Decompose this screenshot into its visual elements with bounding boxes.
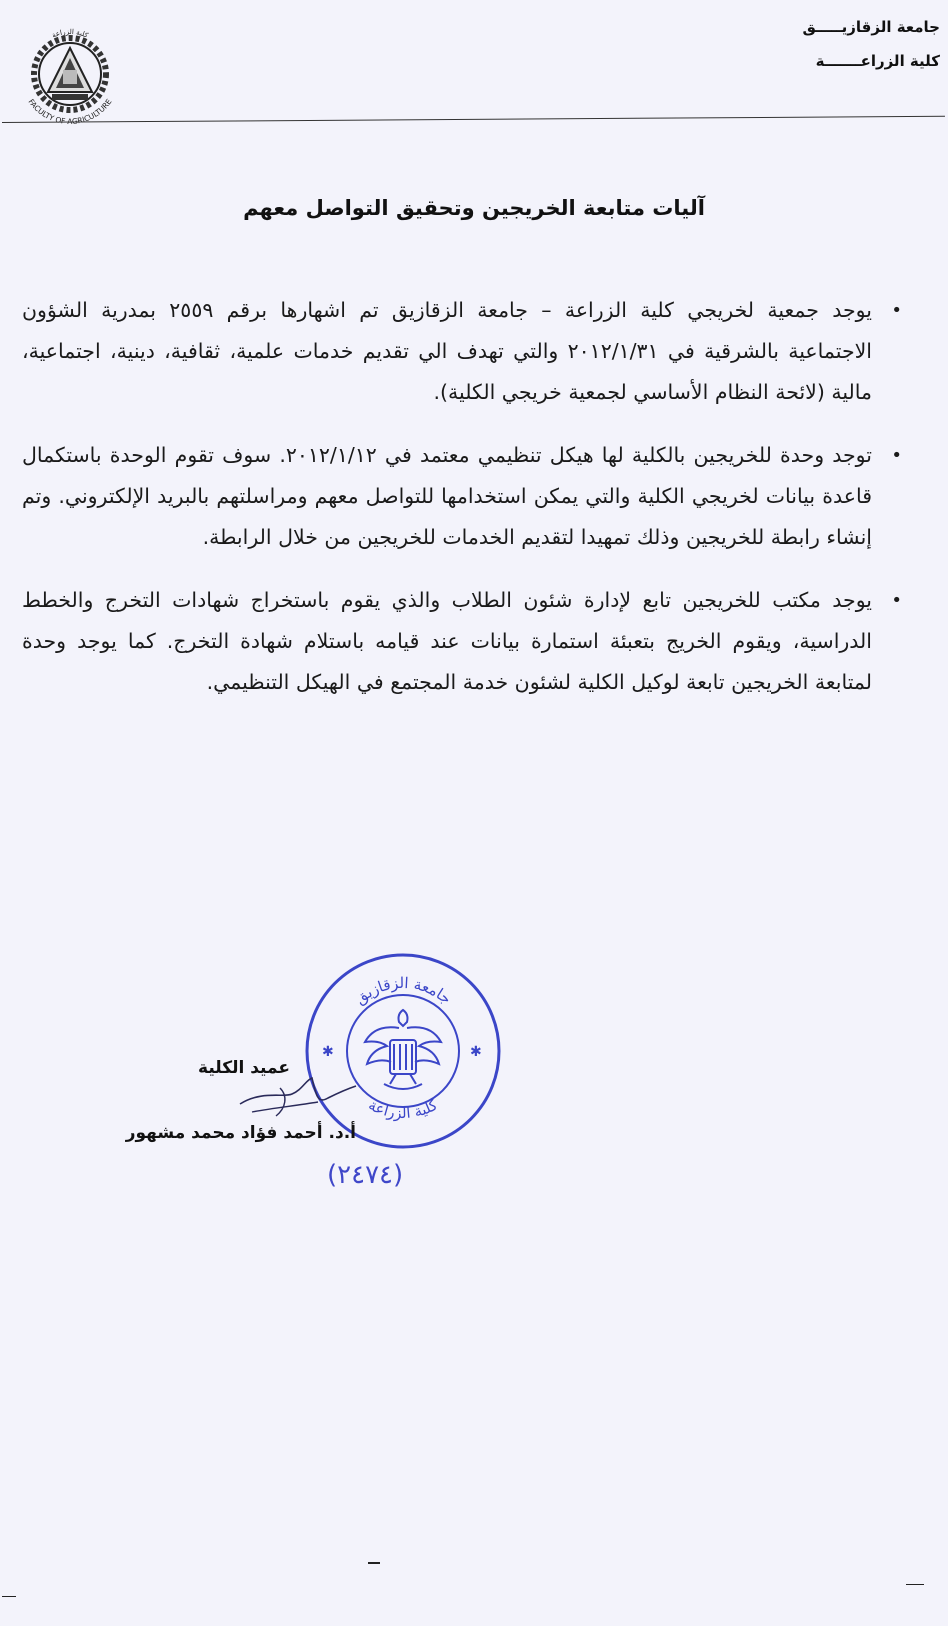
scan-speck: [2, 1596, 16, 1597]
bullet-icon: •: [891, 590, 902, 611]
faculty-name: كلية الزراعـــــــة: [815, 52, 940, 70]
list-item: [22, 290, 908, 413]
faculty-logo-icon: [8, 12, 132, 136]
paragraph-text: يوجد جمعية لخريجي كلية الزراعة – جامعة الزقازيق تم اشهارها برقم ٢٥٥٩ بمدرية الشؤون الاجتماعية بالشرقية في ٢٠١٢/١/٣١ والتي تهدف الي تقديم خدمات علمية، ثقافية، دينية، اجتماعية، مالية (لائحة النظام الأساسي لجمعية خريجي الكلية).: [22, 298, 872, 404]
university-name: جامعة الزقازيـــــق: [802, 18, 940, 36]
bullet-icon: •: [891, 445, 902, 466]
bullet-icon: •: [891, 300, 902, 321]
stamp-top-text: جامعة الزقازيق: [351, 973, 455, 1008]
svg-text:✱: ✱: [322, 1044, 334, 1060]
signatory-title: عميد الكلية: [198, 1058, 290, 1078]
document-title: آليات متابعة الخريجين وتحقيق التواصل معهم: [243, 196, 705, 220]
stamp-bottom-text: كلية الزراعة: [365, 1095, 441, 1123]
institution-header: [803, 10, 941, 78]
list-item: [22, 580, 908, 703]
signatory-name: أ.د. أحمد فؤاد محمد مشهور: [125, 1123, 356, 1143]
paragraph-list: [22, 290, 908, 725]
reference-number: (٢٤٧٤): [327, 1160, 404, 1190]
logo-arabic-text: كلية الزراعة: [50, 27, 90, 40]
paragraph-text: يوجد مكتب للخريجين تابع لإدارة شئون الطلاب والذي يقوم باستخراج شهادات التخرج والخطط الدراسية، ويقوم الخريج بتعبئة استمارة بيانات عند قيامه باستلام شهادة التخرج. كما يوجد وحدة لمتابعة الخريجين تابعة لوكيل الكلية لشئون خدمة المجتمع في الهيكل التنظيمي.: [22, 588, 872, 694]
svg-text:✱: ✱: [470, 1044, 482, 1060]
scan-speck: [906, 1584, 924, 1585]
scan-speck: [368, 1562, 380, 1564]
header-divider: [2, 116, 945, 123]
paragraph-text: توجد وحدة للخريجين بالكلية لها هيكل تنظيمي معتمد في ٢٠١٢/١/١٢. سوف تقوم الوحدة باستكمال قاعدة بيانات لخريجي الكلية والتي يمكن استخدامها للتواصل معهم ومراسلتهم بالبريد الإلكتروني. وتم إنشاء رابطة للخريجين وذلك تمهيدا لتقديم الخدمات للخريجين من خلال الرابطة.: [22, 443, 872, 549]
list-item: [22, 435, 908, 558]
logo-english-text: FACULTY OF AGRICULTURE: [26, 97, 114, 127]
